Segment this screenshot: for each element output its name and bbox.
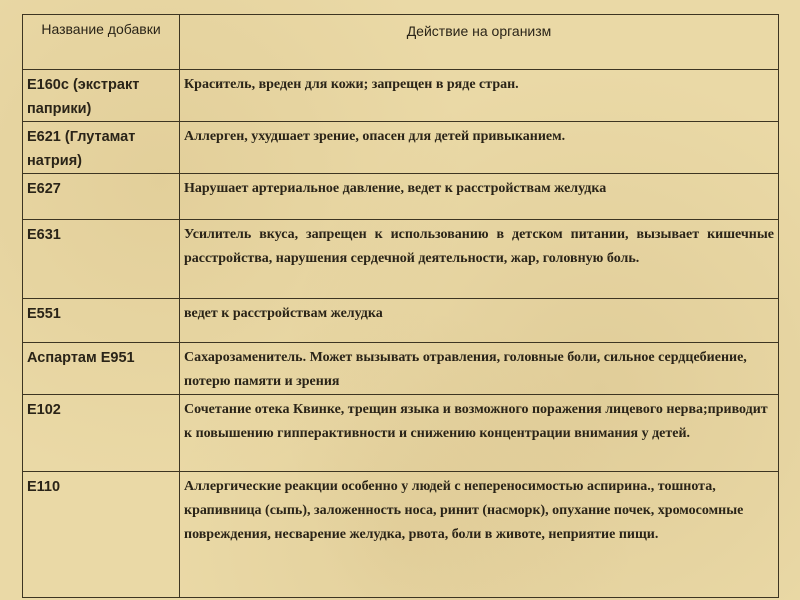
effect-cell: Усилитель вкуса, запрещен к использованию в детском питании, вызывает кишечные расстройства, нарушения сердечной деятельности, жар, головную боль. bbox=[180, 220, 779, 299]
additive-name-cell: E621 (Глутамат натрия) bbox=[23, 122, 180, 174]
effect-cell: Аллергические реакции особенно у людей с непереносимостью аспирина., тошнота, крапивница (сыпь), заложенность носа, ринит (насморк), опухание почек, хромосомные повреждения, несварение желудка, рвота, боли в животе, неприятие пищи. bbox=[180, 472, 779, 598]
table-row bbox=[23, 122, 779, 174]
table-row bbox=[23, 220, 779, 299]
additives-table bbox=[22, 14, 779, 598]
additive-name-cell: E627 bbox=[23, 174, 180, 220]
additive-name-cell: E631 bbox=[23, 220, 180, 299]
additive-name-cell: E102 bbox=[23, 395, 180, 472]
table-row bbox=[23, 299, 779, 343]
additive-name-cell: Аспартам E951 bbox=[23, 343, 180, 395]
table-row bbox=[23, 395, 779, 472]
table-row bbox=[23, 343, 779, 395]
header-additive-name: Название добавки bbox=[23, 15, 180, 70]
effect-cell: Краситель, вреден для кожи; запрещен в ряде стран. bbox=[180, 70, 779, 122]
effect-cell: ведет к расстройствам желудка bbox=[180, 299, 779, 343]
table-row bbox=[23, 174, 779, 220]
effect-cell: Сочетание отека Квинке, трещин языка и возможного поражения лицевого нерва;приводит к повышению гипперактивности и снижению концентрации внимания у детей. bbox=[180, 395, 779, 472]
table-row bbox=[23, 70, 779, 122]
effect-cell: Сахарозаменитель. Может вызывать отравления, головные боли, сильное сердцебиение, потерю памяти и зрения bbox=[180, 343, 779, 395]
header-effect: Действие на организм bbox=[180, 15, 779, 70]
additive-name-cell: E160c (экстракт паприки) bbox=[23, 70, 180, 122]
table-row bbox=[23, 472, 779, 598]
additive-name-cell: E110 bbox=[23, 472, 180, 598]
effect-cell: Нарушает артериальное давление, ведет к расстройствам желудка bbox=[180, 174, 779, 220]
effect-cell: Аллерген, ухудшает зрение, опасен для детей привыканием. bbox=[180, 122, 779, 174]
table-header-row bbox=[23, 15, 779, 70]
additive-name-cell: E551 bbox=[23, 299, 180, 343]
